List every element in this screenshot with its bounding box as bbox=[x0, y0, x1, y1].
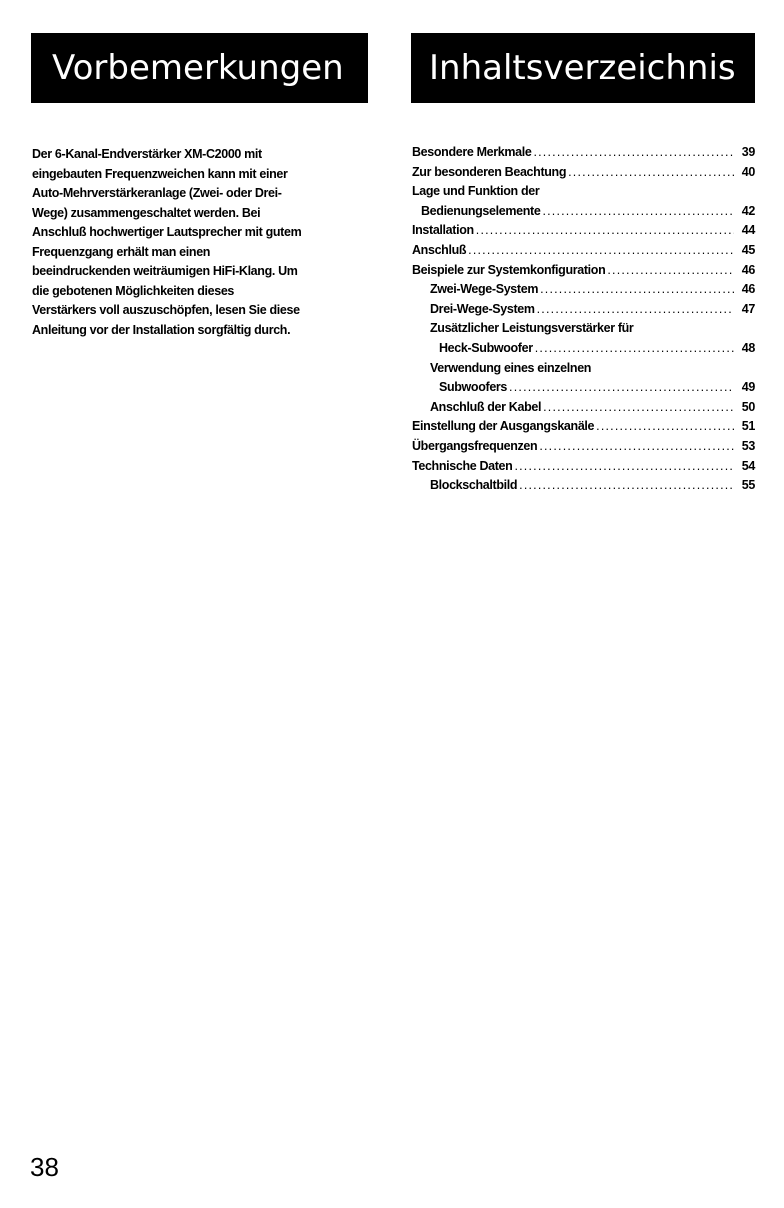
intro-line: Auto-Mehrverstärkeranlage (Zwei- oder Drei- bbox=[32, 186, 282, 200]
toc-entry bbox=[412, 478, 755, 498]
toc-leader-dots bbox=[596, 419, 734, 433]
toc-entry-page: 48 bbox=[741, 340, 755, 355]
toc-entry-page: 39 bbox=[741, 145, 755, 159]
intro-line: Verstärkers voll auszuschöpfen, lesen Sie diese bbox=[32, 303, 300, 317]
toc-entry bbox=[412, 459, 755, 479]
intro-line: Anschluß hochwertiger Lautsprecher mit gutem bbox=[32, 225, 302, 239]
toc-entry-page: 46 bbox=[741, 282, 755, 297]
toc-entry-label: Lage und Funktion der bbox=[412, 184, 540, 199]
toc-entry bbox=[412, 380, 755, 400]
toc-entry bbox=[412, 439, 755, 459]
toc-entry-label: Bedienungselemente bbox=[421, 203, 541, 218]
toc-leader-dots bbox=[535, 341, 734, 355]
toc-entry-page: 53 bbox=[741, 438, 755, 453]
toc-leader-dots bbox=[539, 439, 734, 453]
toc-entry-label: Blockschaltbild bbox=[430, 478, 518, 493]
toc-entry bbox=[412, 282, 755, 302]
toc-entry-label: Drei-Wege-System bbox=[430, 301, 535, 316]
toc-leader-dots bbox=[537, 302, 734, 316]
toc-entry-label: Beispiele zur Systemkonfiguration bbox=[412, 262, 606, 277]
section-heading-text: Vorbemerkungen bbox=[52, 48, 344, 88]
toc-entry bbox=[412, 361, 755, 381]
intro-line: die gebotenen Möglichkeiten dieses bbox=[32, 283, 235, 298]
toc-entry-label: Zur besonderen Beachtung bbox=[412, 164, 567, 179]
toc-entry-page: 45 bbox=[741, 242, 755, 257]
toc-entry-page: 46 bbox=[741, 262, 755, 277]
intro-line: eingebauten Frequenzweichen kann mit einer bbox=[32, 166, 288, 181]
toc-entry bbox=[412, 165, 755, 185]
toc-entry-label: Anschluß bbox=[412, 242, 467, 257]
section-heading-text: Inhaltsverzeichnis bbox=[429, 48, 736, 88]
toc-leader-dots bbox=[607, 263, 734, 277]
intro-line: Frequenzgang erhält man einen bbox=[32, 244, 211, 259]
toc-entry bbox=[412, 184, 755, 204]
toc-leader-dots bbox=[509, 380, 734, 394]
toc-entry-label: Einstellung der Ausgangskanäle bbox=[412, 419, 595, 434]
toc-leader-dots bbox=[468, 243, 734, 257]
toc-entry bbox=[412, 419, 755, 439]
toc-entry-label: Technische Daten bbox=[412, 458, 513, 473]
toc-entry-label: Subwoofers bbox=[439, 380, 508, 395]
table-of-contents bbox=[412, 145, 755, 498]
toc-entry bbox=[412, 321, 755, 341]
toc-leader-dots bbox=[533, 145, 734, 159]
toc-entry-page: 54 bbox=[741, 458, 755, 473]
toc-entry-label: Installation bbox=[412, 223, 474, 238]
toc-entry bbox=[412, 400, 755, 420]
toc-leader-dots bbox=[476, 223, 734, 237]
toc-entry-label: Besondere Merkmale bbox=[412, 145, 532, 159]
toc-entry-label: Zwei-Wege-System bbox=[430, 282, 539, 297]
toc-entry bbox=[412, 204, 755, 224]
toc-leader-dots bbox=[540, 282, 734, 296]
toc-entry bbox=[412, 302, 755, 322]
toc-entry-page: 51 bbox=[741, 419, 755, 434]
toc-entry-page: 50 bbox=[741, 399, 755, 414]
toc-leader-dots bbox=[543, 400, 734, 414]
toc-entry bbox=[412, 145, 755, 165]
intro-line: Wege) zusammengeschaltet werden. Bei bbox=[32, 205, 261, 220]
intro-line: beeindruckenden weiträumigen HiFi-Klang. Um bbox=[32, 264, 298, 278]
intro-paragraph bbox=[32, 145, 377, 340]
toc-entry-page: 47 bbox=[741, 301, 755, 316]
toc-entry-page: 40 bbox=[741, 164, 755, 179]
section-heading-vorbemerkungen bbox=[31, 33, 368, 103]
toc-entry bbox=[412, 341, 755, 361]
toc-entry-label: Verwendung eines einzelnen bbox=[430, 360, 592, 375]
toc-entry-page: 55 bbox=[741, 478, 755, 493]
intro-line: Der 6-Kanal-Endverstärker XM-C2000 mit bbox=[32, 147, 262, 161]
toc-entry-label: Heck-Subwoofer bbox=[439, 340, 533, 355]
toc-entry bbox=[412, 263, 755, 283]
intro-line: Anleitung vor der Installation sorgfältig durch. bbox=[32, 322, 291, 337]
toc-leader-dots bbox=[542, 204, 734, 218]
toc-entry-page: 42 bbox=[741, 203, 755, 218]
toc-entry-page: 44 bbox=[741, 223, 755, 238]
toc-leader-dots bbox=[514, 459, 734, 473]
toc-entry bbox=[412, 223, 755, 243]
toc-leader-dots bbox=[519, 478, 734, 492]
toc-entry bbox=[412, 243, 755, 263]
toc-entry-label: Anschluß der Kabel bbox=[430, 399, 542, 414]
toc-leader-dots bbox=[568, 165, 734, 179]
toc-entry-label: Übergangsfrequenzen bbox=[412, 438, 538, 453]
page-number: 38 bbox=[30, 1152, 59, 1182]
toc-entry-page: 49 bbox=[741, 380, 755, 395]
section-heading-inhaltsverzeichnis bbox=[411, 33, 755, 103]
toc-entry-label: Zusätzlicher Leistungsverstärker für bbox=[430, 321, 634, 336]
